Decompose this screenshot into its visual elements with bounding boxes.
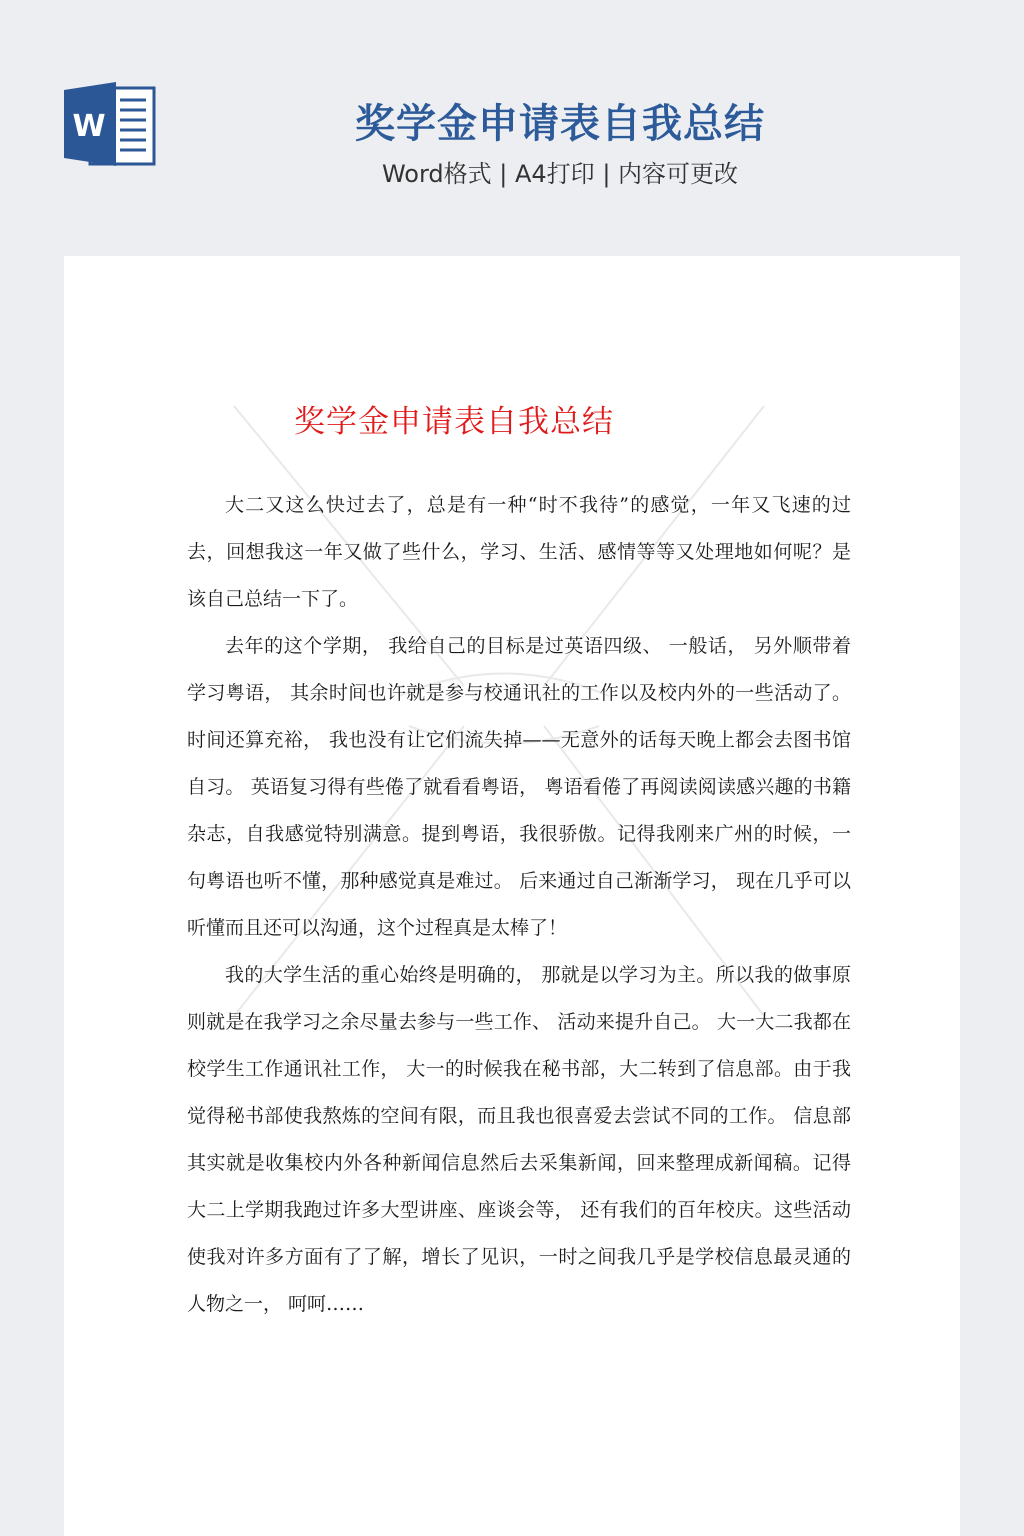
document-page	[64, 256, 960, 1536]
paragraph-3: 我的大学生活的重心始终是明确的， 那就是以学习为主。所以我的做事原则就是在我学习之余尽量去参与一些工作、 活动来提升自己。 大一大二我都在校学生工作通讯社工作， 大一的时候我在秘书部，大二转到了信息部。由于我觉得秘书部使我熬炼的空间有限，而且我也很喜爱去尝试不同的工作。 信息部其实就是收集校内外各种新闻信息然后去采集新闻，回来整理成新闻稿。记得大二上学期我跑过许多大型讲座、座谈会等， 还有我们的百年校庆。这些活动使我对许多方面有了了解，增长了见识，一时之间我几乎是学校信息最灵通的人物之一， 呵呵……	[187, 964, 851, 1315]
header-subtitle: Word格式 | A4打印 | 内容可更改	[381, 160, 739, 188]
word-logo-letter: W	[72, 109, 106, 144]
page-header	[0, 0, 1024, 250]
paragraph-1: 大二又这么快过去了，总是有一种“时不我待”的感觉，一年又飞速的过去，回想我这一年又做了些什么，学习、生活、感情等等又处理地如何呢？是该自己总结一下了。	[187, 494, 851, 610]
header-title: 奖学金申请表自我总结	[355, 101, 765, 147]
paragraph-2: 去年的这个学期， 我给自己的目标是过英语四级、 一般话， 另外顺带着学习粤语， 其余时间也许就是参与校通讯社的工作以及校内外的一些活动了。 时间还算充裕， 我也没有让它们流失掉——无意外的话每天晚上都会去图书馆自习。 英语复习得有些倦了就看看粤语， 粤语看倦了再阅读阅读感兴趣的书籍杂志，自我感觉特别满意。提到粤语，我很骄傲。记得我刚来广州的时候，一句粤语也听不懂，那种感觉真是难过。 后来通过自己渐渐学习， 现在几乎可以听懂而且还可以沟通，这个过程真是太棒了！	[187, 635, 851, 939]
document-body	[187, 482, 851, 1328]
word-document-icon	[64, 82, 158, 166]
document-title: 奖学金申请表自我总结	[294, 404, 614, 440]
